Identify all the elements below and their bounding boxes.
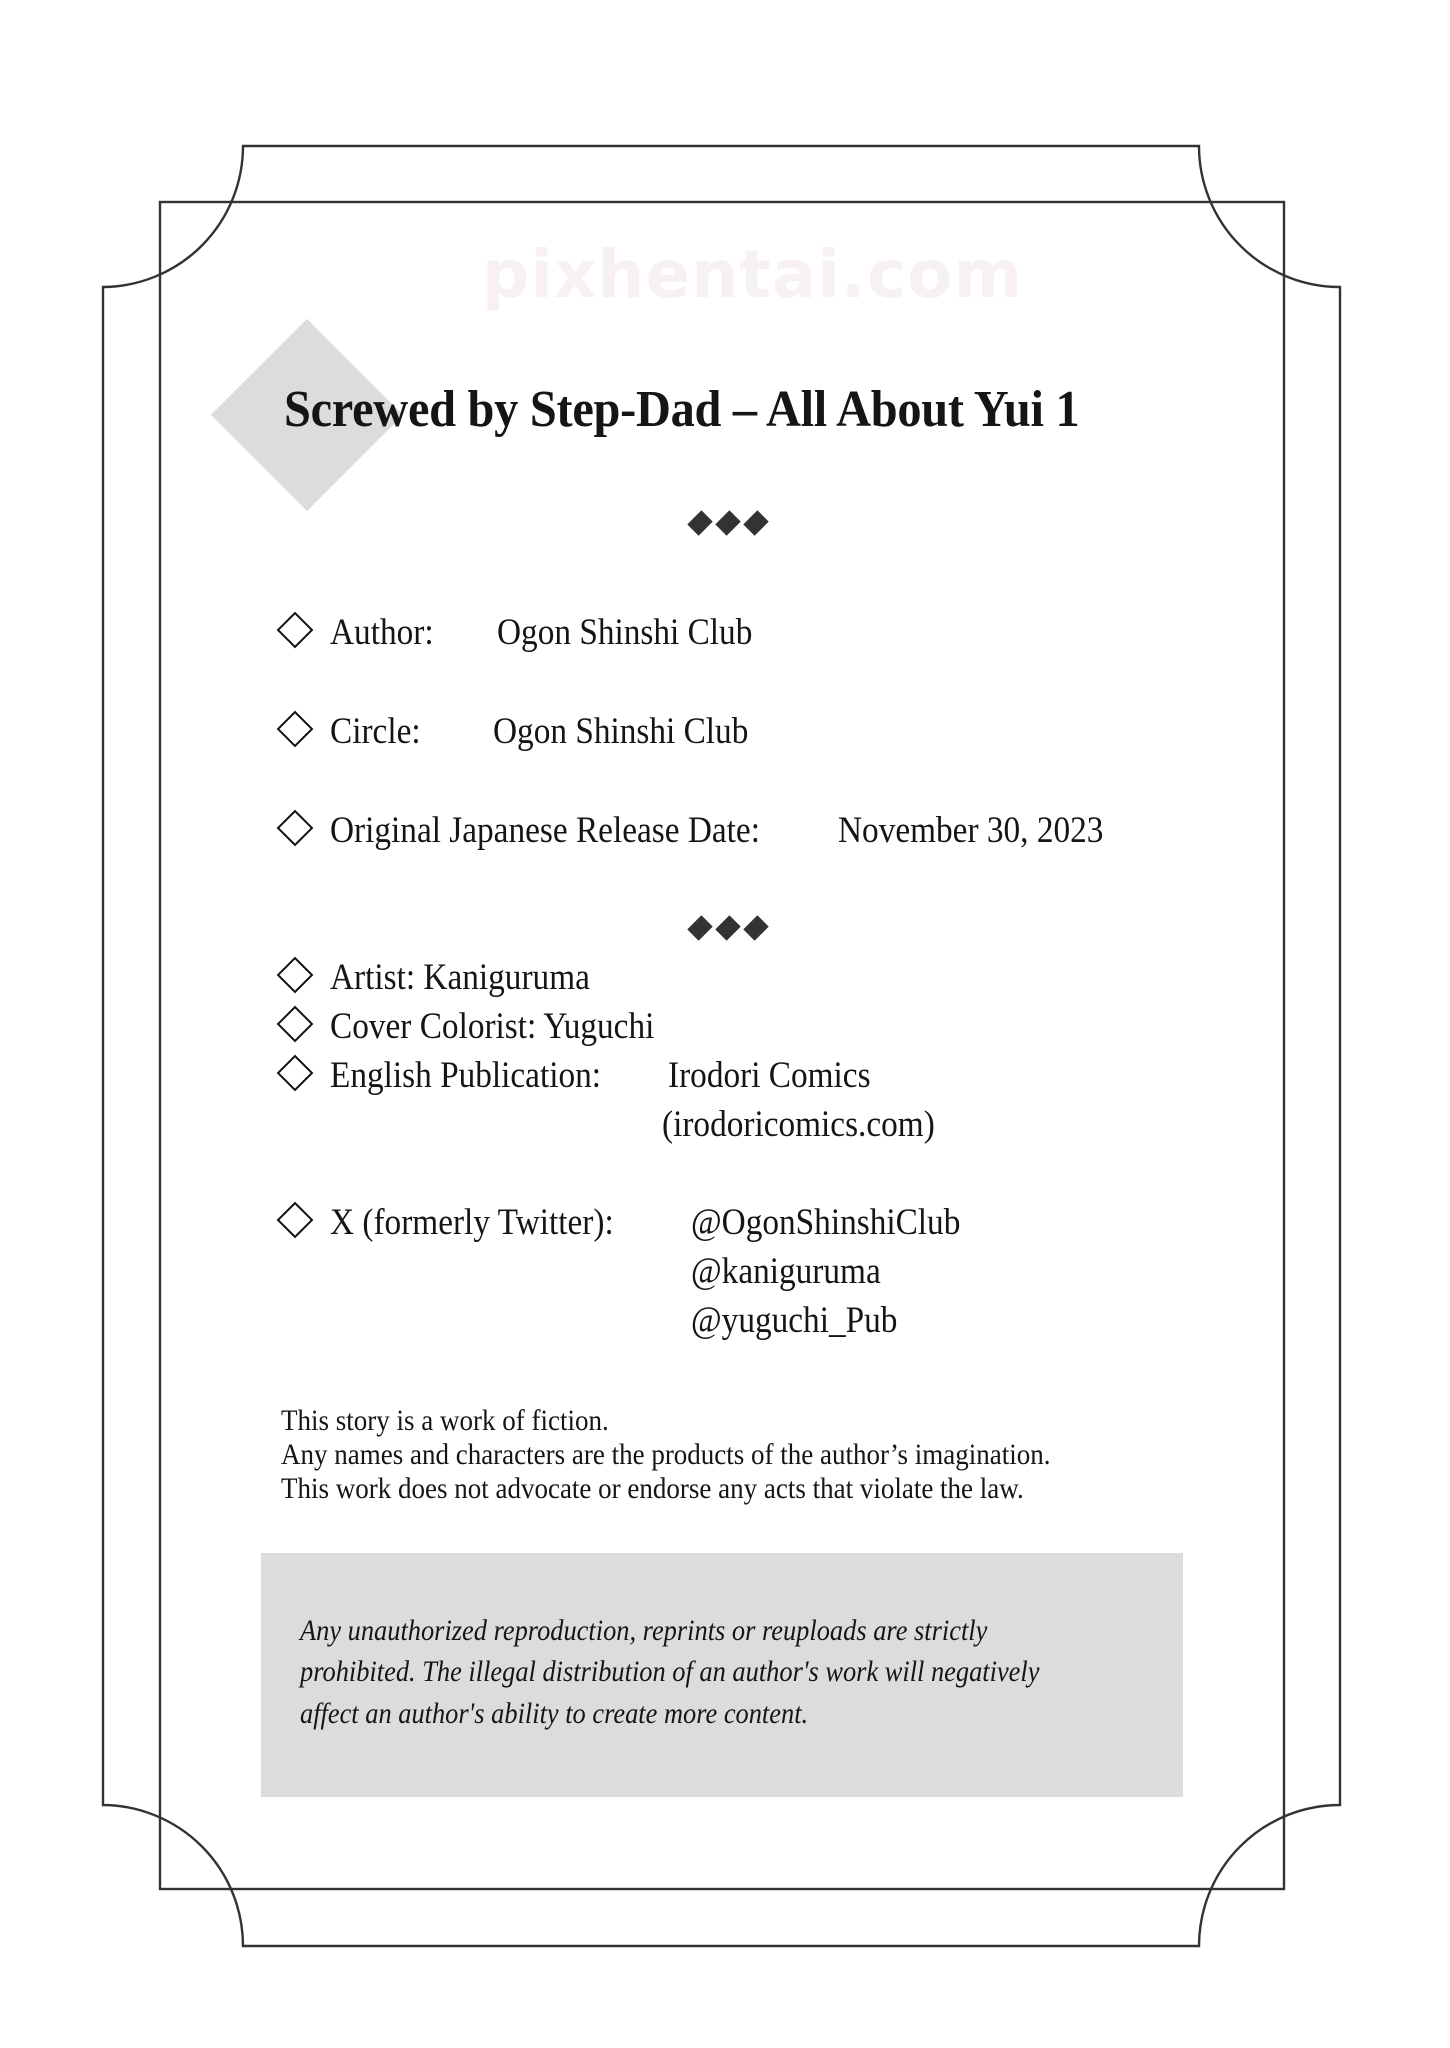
notice-line: prohibited. The illegal distribution of an author's work will negatively xyxy=(300,1655,1040,1688)
credit-value-publisher-url: (irodoricomics.com) xyxy=(662,1104,935,1145)
diamond-icon xyxy=(743,510,768,535)
disclaimer-line: Any names and characters are the products of the author’s imagination. xyxy=(281,1438,1051,1471)
credit-label: Cover Colorist: Yuguchi xyxy=(330,1006,655,1047)
disclaimer-line: This story is a work of fiction. xyxy=(281,1404,609,1437)
credit-value-release-date: November 30, 2023 xyxy=(838,810,1104,851)
credit-label: Original Japanese Release Date: xyxy=(330,810,760,851)
diamond-icon xyxy=(687,915,712,940)
diamond-icon xyxy=(743,915,768,940)
diamond-icon xyxy=(715,510,740,535)
diamond-icon xyxy=(687,510,712,535)
social-label: X (formerly Twitter): xyxy=(330,1202,614,1243)
social-handle: @kaniguruma xyxy=(691,1251,881,1292)
separator-diamonds-top xyxy=(686,513,770,533)
credit-value-author: Ogon Shinshi Club xyxy=(497,612,753,653)
social-handle: @OgonShinshiClub xyxy=(691,1202,961,1243)
credit-label: Artist: Kaniguruma xyxy=(330,957,590,998)
credit-label: Circle: xyxy=(330,711,421,752)
diamond-icon xyxy=(715,915,740,940)
credit-label: English Publication: xyxy=(330,1055,602,1096)
notice-line: Any unauthorized reproduction, reprints or reuploads are strictly xyxy=(300,1614,988,1647)
social-handle: @yuguchi_Pub xyxy=(691,1300,898,1341)
credit-label: Author: xyxy=(330,612,434,653)
notice-line: affect an author's ability to create more content. xyxy=(300,1697,809,1730)
watermark: pixhentai.com xyxy=(482,236,1024,313)
disclaimer-line: This work does not advocate or endorse any acts that violate the law. xyxy=(281,1472,1024,1505)
credit-value-circle: Ogon Shinshi Club xyxy=(493,711,749,752)
page-title: Screwed by Step-Dad – All About Yui 1 xyxy=(284,381,1080,438)
credit-value-publisher: Irodori Comics xyxy=(668,1055,871,1096)
separator-diamonds-middle xyxy=(686,918,770,938)
